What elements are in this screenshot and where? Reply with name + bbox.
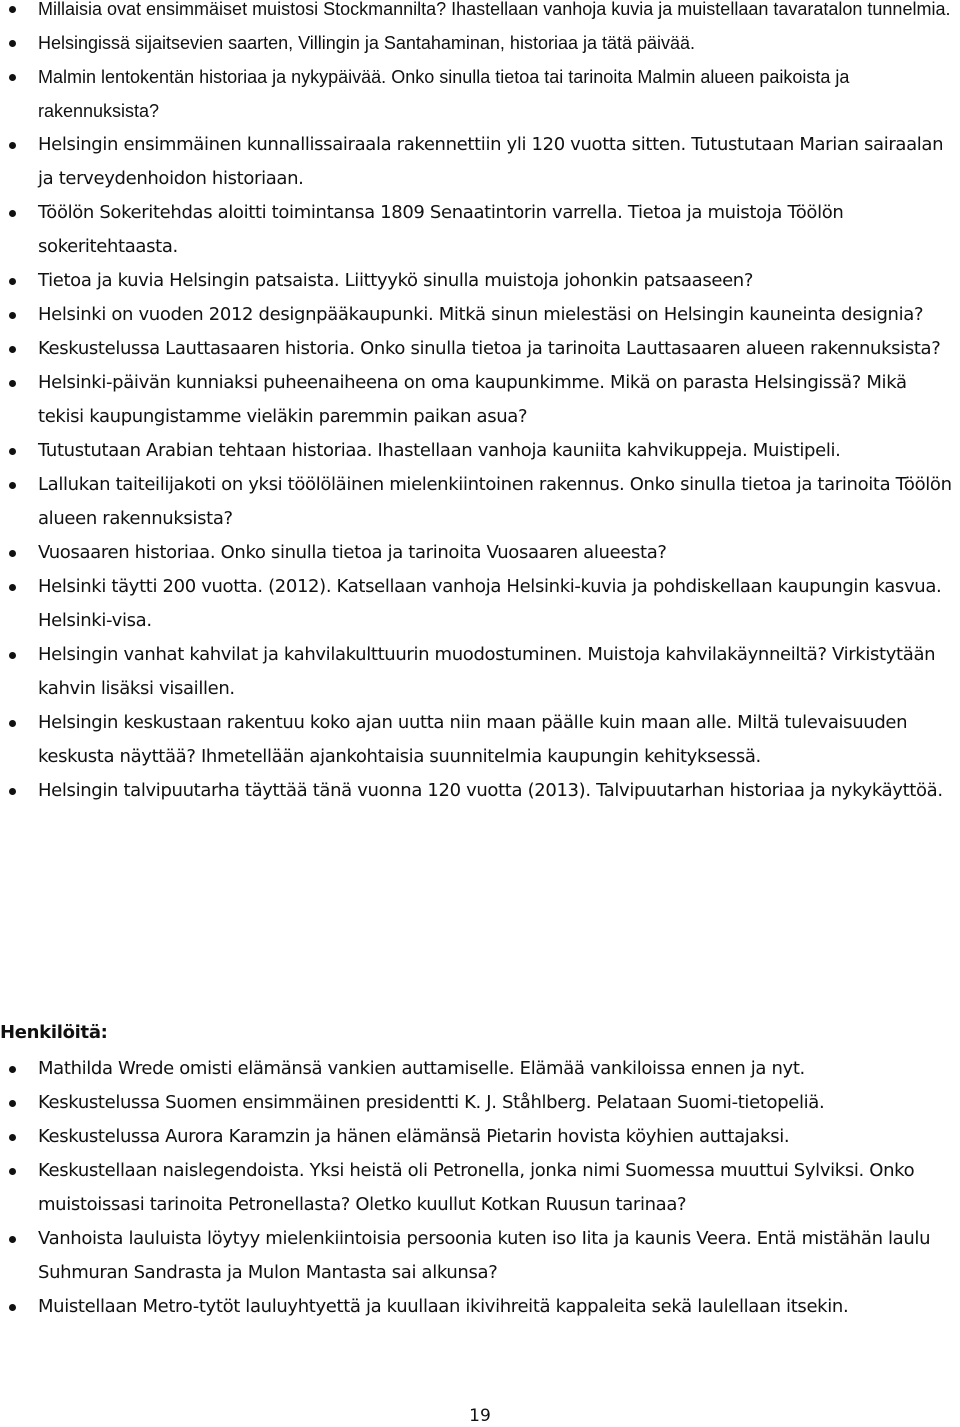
list-item-text: Töölön Sokeritehdas aloitti toimintansa 1809 Senaatintorin varrella. Tietoa ja muistoja Töölön sokeritehtaasta. — [38, 202, 844, 257]
bullet-icon — [9, 584, 16, 591]
list-item-text: Muistellaan Metro-tytöt lauluyhtyettä ja kuullaan ikivihreitä kappaleita sekä laulellaan itsekin. — [38, 1296, 849, 1317]
list-item-text: Helsinki on vuoden 2012 designpääkaupunki. Mitkä sinun mielestäsi on Helsingin kauneinta designia? — [38, 304, 924, 325]
list-item — [0, 468, 960, 536]
bullet-icon — [9, 1134, 16, 1141]
list-item — [0, 1086, 960, 1120]
list-item-text: Helsinki täytti 200 vuotta. (2012). Katsellaan vanhoja Helsinki-kuvia ja pohdiskellaan kaupungin kasvua. Helsinki-visa. — [38, 576, 942, 631]
list-item-text: Keskustelussa Suomen ensimmäinen presidentti K. J. Ståhlberg. Pelataan Suomi-tietopeliä. — [38, 1092, 825, 1113]
bullet-icon — [9, 210, 16, 217]
bullet-icon — [9, 142, 16, 149]
list-item-text: Tietoa ja kuvia Helsingin patsaista. Liittyykö sinulla muistoja johonkin patsaaseen? — [38, 270, 754, 291]
list-item-text: Vuosaaren historiaa. Onko sinulla tietoa ja tarinoita Vuosaaren alueesta? — [38, 542, 667, 563]
list-item-text: Keskustelussa Lauttasaaren historia. Onko sinulla tietoa ja tarinoita Lauttasaaren alueen rakennuksista? — [38, 338, 941, 359]
list-item — [0, 128, 960, 196]
bullet-icon — [9, 346, 16, 353]
list-item — [0, 1120, 960, 1154]
list-item — [0, 298, 960, 332]
list-item-text: Lallukan taiteilijakoti on yksi töölöläinen mielenkiintoinen rakennus. Onko sinulla tietoa ja tarinoita Töölön alueen rakennuksista? — [38, 474, 952, 529]
list-item-text: Tutustutaan Arabian tehtaan historiaa. Ihastellaan vanhoja kauniita kahvikuppeja. Muistipeli. — [38, 440, 841, 461]
list-item — [0, 60, 960, 128]
bullet-icon — [9, 550, 16, 557]
list-item — [0, 332, 960, 366]
bullet-icon — [9, 74, 16, 81]
list-item — [0, 570, 960, 638]
list-item-text: Helsingissä sijaitsevien saarten, Villingin ja Santahaminan, historiaa ja tätä päivää. — [38, 33, 696, 53]
bullet-icon — [9, 6, 16, 13]
list-item-text: Malmin lentokentän historiaa ja nykypäivää. Onko sinulla tietoa tai tarinoita Malmin alueen paikoista ja rakennuksista? — [38, 67, 850, 121]
list-item — [0, 536, 960, 570]
bullet-icon — [9, 720, 16, 727]
list-item — [0, 1290, 960, 1324]
list-item-text: Vanhoista lauluista löytyy mielenkiintoisia persoonia kuten iso Iita ja kaunis Veera. Entä mistähän laulu Suhmuran Sandrasta ja Mulon Mantasta sai alkunsa? — [38, 1228, 931, 1283]
bullet-icon — [9, 40, 16, 47]
list-item — [0, 264, 960, 298]
page-number: 19 — [469, 1406, 491, 1426]
list-item-text: Keskustellaan naislegendoista. Yksi heistä oli Petronella, jonka nimi Suomessa muuttui Sylviksi. Onko muistoissasi tarinoita Petronellasta? Oletko kuullut Kotkan Ruusun tarinaa? — [38, 1160, 915, 1215]
bullet-icon — [9, 1066, 16, 1073]
persons-list — [0, 1052, 960, 1324]
list-item — [0, 1222, 960, 1290]
list-item — [0, 1154, 960, 1222]
section-heading-persons: Henkilöitä: — [0, 1022, 108, 1043]
bullet-icon — [9, 312, 16, 319]
list-item — [0, 638, 960, 706]
list-item — [0, 0, 960, 26]
list-item — [0, 774, 960, 808]
list-item-text: Mathilda Wrede omisti elämänsä vankien auttamiselle. Elämää vankiloissa ennen ja nyt. — [38, 1058, 805, 1079]
list-item-text: Helsingin ensimmäinen kunnallissairaala rakennettiin yli 120 vuotta sitten. Tutustutaan Marian sairaalan ja terveydenhoidon historiaan. — [38, 134, 944, 189]
list-item — [0, 196, 960, 264]
list-item — [0, 1052, 960, 1086]
bullet-icon — [9, 448, 16, 455]
list-item — [0, 706, 960, 774]
bullet-icon — [9, 1168, 16, 1175]
bullet-icon — [9, 1236, 16, 1243]
list-item-text: Keskustelussa Aurora Karamzin ja hänen elämänsä Pietarin hovista köyhien auttajaksi. — [38, 1126, 790, 1147]
list-item-text: Helsingin talvipuutarha täyttää tänä vuonna 120 vuotta (2013). Talvipuutarhan historiaa ja nykykäyttöä. — [38, 780, 943, 801]
bullet-icon — [9, 482, 16, 489]
list-item — [0, 366, 960, 434]
list-item-text: Helsingin vanhat kahvilat ja kahvilakulttuurin muodostuminen. Muistoja kahvilakäynneiltä? Virkistytään kahvin lisäksi visaillen. — [38, 644, 936, 699]
list-item-text: Helsinki-päivän kunniaksi puheenaiheena on oma kaupunkimme. Mikä on parasta Helsingissä? Mikä tekisi kaupungistamme vieläkin paremmin paikan asua? — [38, 372, 907, 427]
list-item-text: Millaisia ovat ensimmäiset muistosi Stockmannilta? Ihastellaan vanhoja kuvia ja muistellaan tavaratalon tunnelmia. — [38, 0, 951, 19]
bullet-icon — [9, 380, 16, 387]
bullet-icon — [9, 278, 16, 285]
list-item-text: Helsingin keskustaan rakentuu koko ajan uutta niin maan päälle kuin maan alle. Miltä tulevaisuuden keskusta näyttää? Ihmetellään ajankohtaisia suunnitelmia kaupungin kehityksessä. — [38, 712, 908, 767]
bullet-icon — [9, 1304, 16, 1311]
list-item — [0, 434, 960, 468]
bullet-icon — [9, 1100, 16, 1107]
bullet-icon — [9, 652, 16, 659]
bullet-icon — [9, 788, 16, 795]
list-item — [0, 26, 960, 60]
